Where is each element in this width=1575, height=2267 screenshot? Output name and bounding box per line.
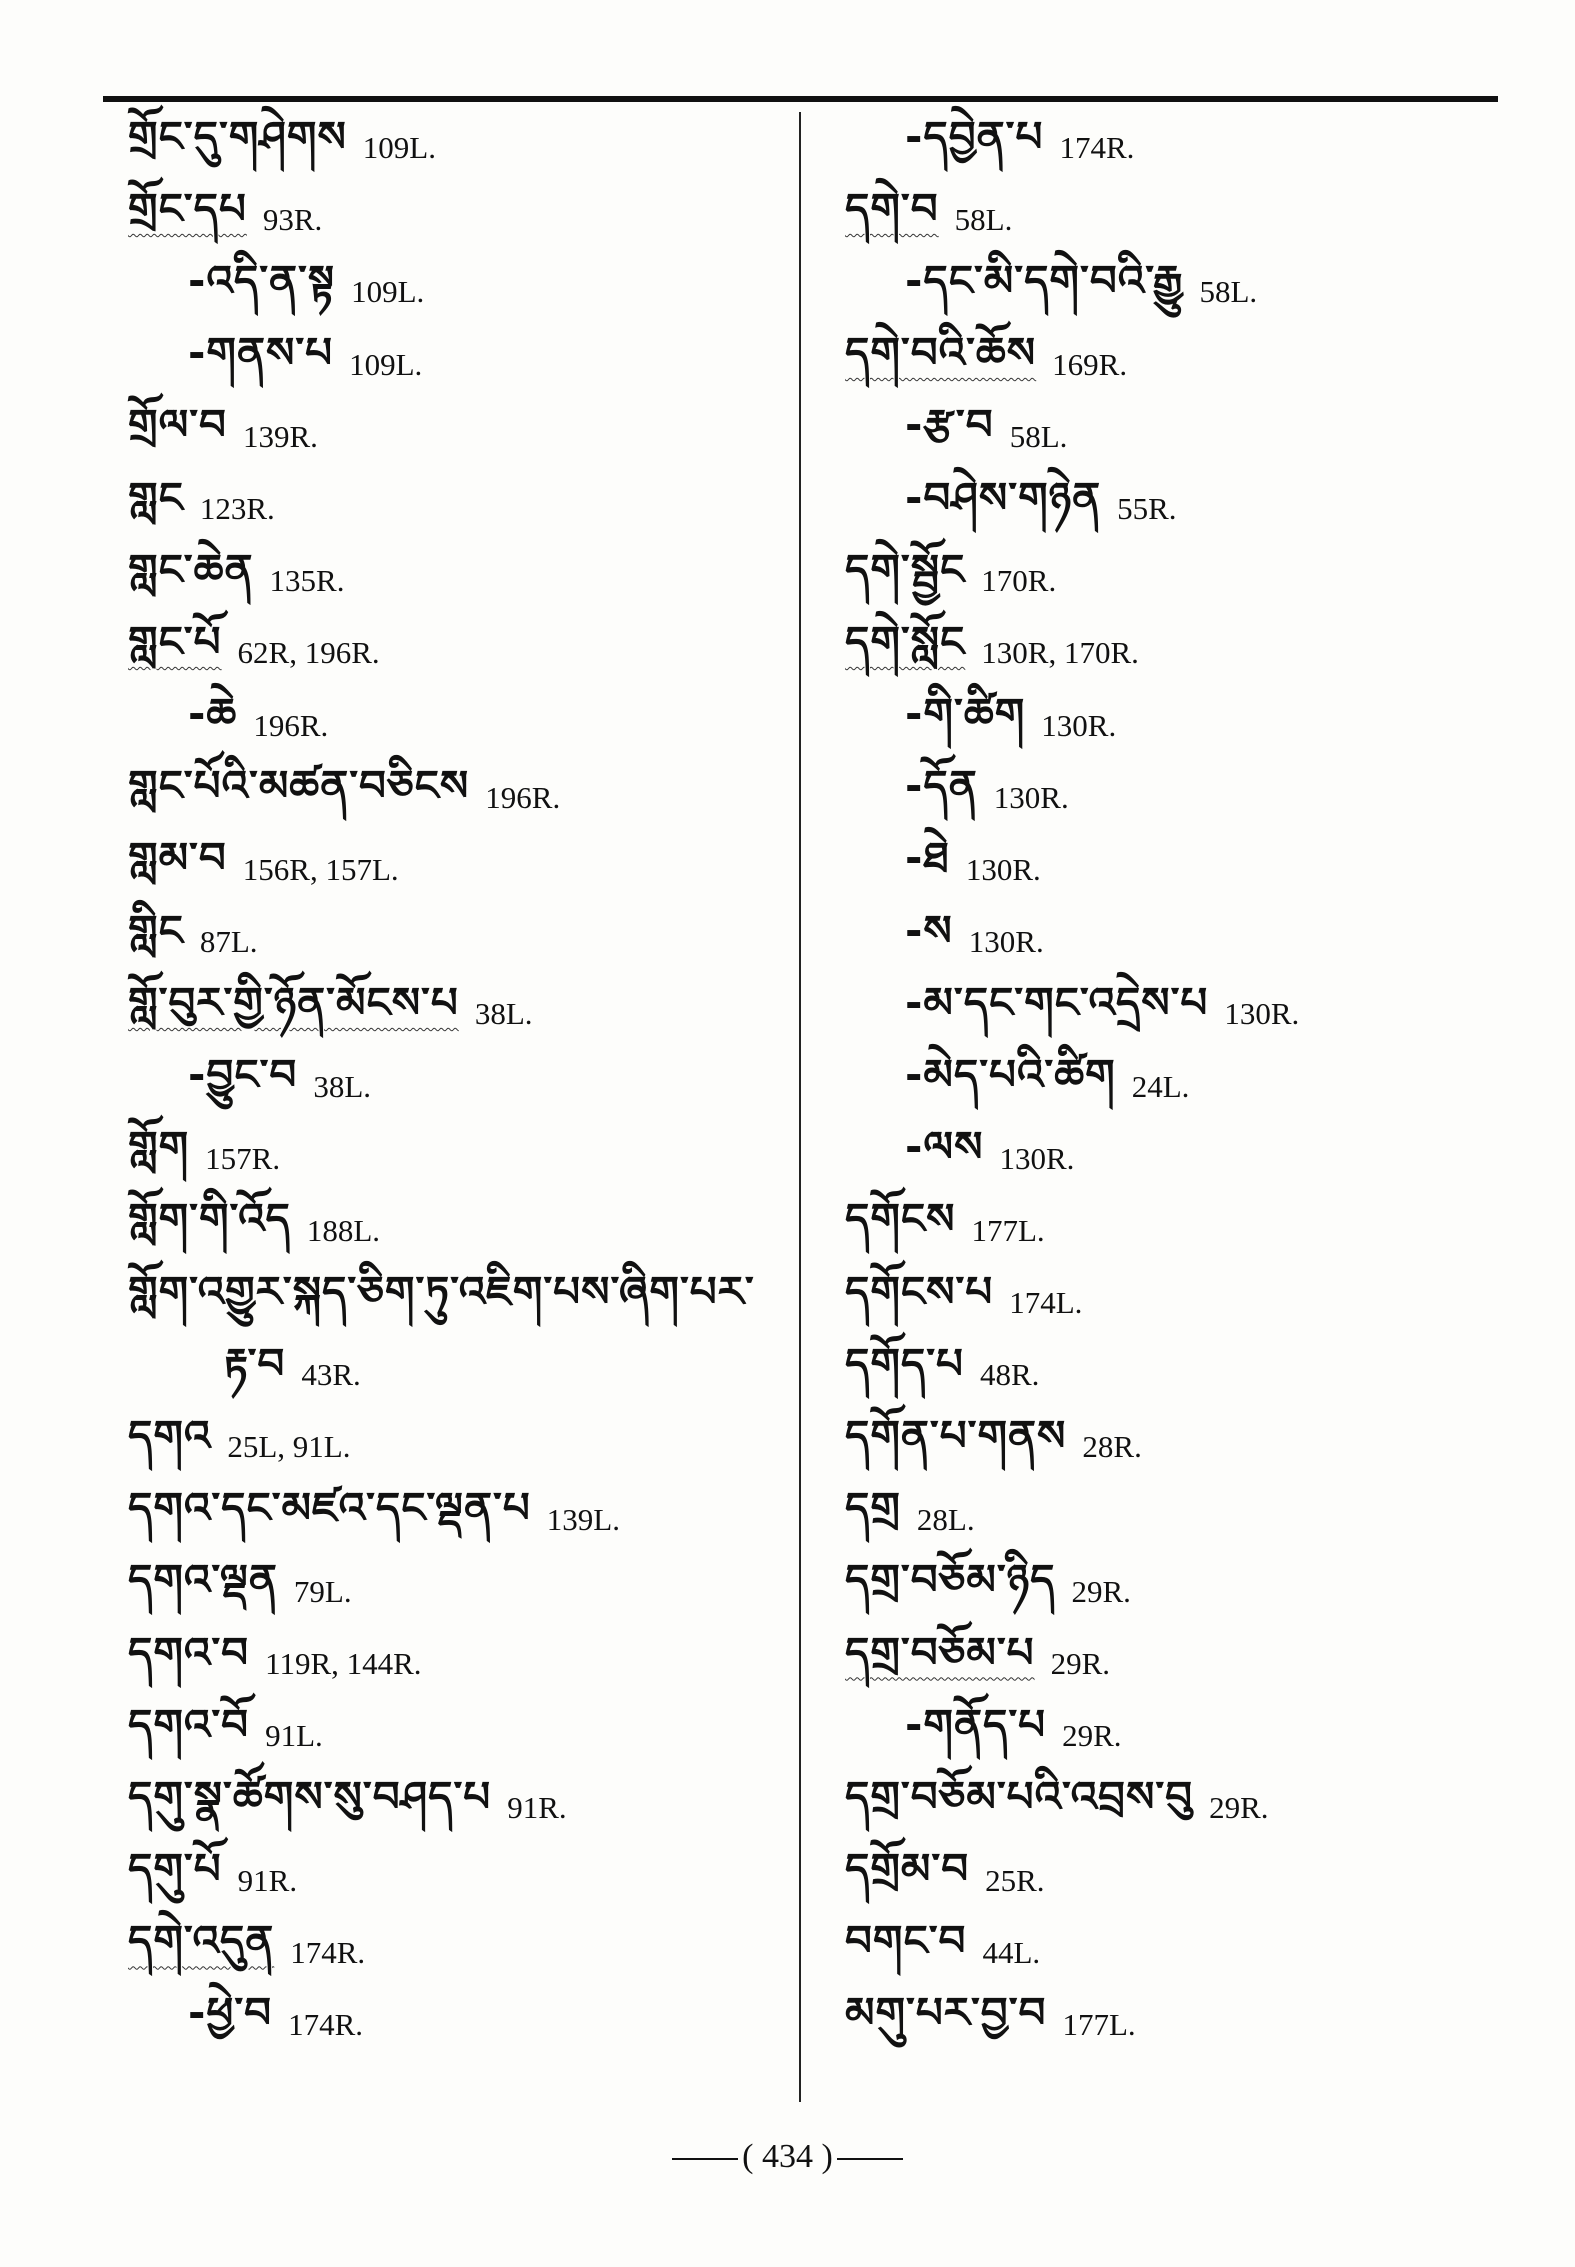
entry-page-ref: 58L. [1199, 274, 1258, 310]
entry-term: གླིང [128, 905, 184, 955]
entry-term: དགོད་པ [845, 1338, 964, 1388]
entry-term: གླང་པོའི་མཚན་བཅིངས [128, 761, 470, 811]
entry-term: -ཆེ [188, 689, 238, 739]
entry-page-ref: 93R. [262, 202, 323, 238]
entry-term: དགྲ་བཅོམ་པའི་འབྲས་བུ [845, 1771, 1194, 1821]
entry-term: གླང་ཆེན [128, 544, 254, 594]
entry-term: -བྱུང་བ [188, 1050, 298, 1100]
entry-page-ref: 130R. [999, 1140, 1075, 1176]
entry-term: གླང [128, 472, 184, 522]
entry-page-ref: 109L. [349, 346, 423, 382]
entry-page-ref: 188L. [306, 1212, 381, 1248]
column-divider [799, 112, 801, 2102]
index-entry [845, 1989, 1495, 2061]
entry-page-ref: 29R. [1050, 1646, 1111, 1682]
entry-term: དགའ་བ [128, 1627, 250, 1677]
entry-term: -བཤེས་གཉེན [905, 472, 1102, 522]
entry-page-ref: 38L. [313, 1068, 372, 1104]
entry-page-ref: 174R. [290, 1934, 366, 1970]
entry-page-ref: 24L. [1131, 1068, 1190, 1104]
entry-page-ref: 177L. [1062, 2006, 1136, 2042]
entry-term: དགེ་སློང [845, 616, 966, 666]
page-number-value: 434 [762, 2138, 813, 2175]
entry-page-ref: 119R, 144R. [265, 1646, 422, 1682]
entry-page-ref: 174R. [1059, 130, 1135, 166]
index-entry [128, 545, 788, 617]
entry-page-ref: 139L. [546, 1501, 620, 1537]
entry-term: དགའ [128, 1410, 212, 1460]
entry-term: -གནས་པ [188, 328, 334, 378]
entry-term: དགེ་སྦྱོང [845, 544, 966, 594]
entry-term: གློག་འགྱུར་སྐད་ཅིག་ཏུ་འཇིག་པས་ཞིག་པར་ [128, 1266, 755, 1316]
entry-page-ref: 79L. [293, 1573, 352, 1609]
entry-page-ref: 25R. [985, 1862, 1045, 1898]
entry-term: དགོངས [845, 1194, 956, 1244]
entry-term: དགེ་བ [845, 183, 939, 233]
index-entry [845, 1411, 1495, 1483]
entry-term: -ཐེ [905, 833, 950, 883]
entry-term: དགྲ་བཅོམ་ཉིད [845, 1555, 1056, 1605]
entry-page-ref: 130R. [1041, 707, 1117, 743]
entry-page-ref: 130R, 170R. [981, 635, 1139, 671]
entry-page-ref: 174L. [1009, 1285, 1083, 1321]
entry-page-ref: 55R. [1117, 491, 1177, 527]
entry-term: དགའ་དང་མཛའ་དང་ལྡན་པ [128, 1483, 531, 1533]
entry-term: དགའ་ལྡན [128, 1555, 278, 1605]
entry-page-ref: 58L. [954, 202, 1013, 238]
entry-term: དགའ་བོ [128, 1699, 250, 1749]
entry-term: དགྲ་བཅོམ་པ [845, 1627, 1035, 1677]
entry-term: -མེད་པའི་ཚིག [905, 1050, 1116, 1100]
entry-page-ref: 38L. [474, 996, 533, 1032]
entry-term: དགུ་སྣ་ཚོགས་སུ་བཤད་པ [128, 1771, 492, 1821]
entry-term: -ལས [905, 1122, 984, 1172]
entry-term: གྲོང་དཔ [128, 183, 247, 233]
entry-page-ref: 29R. [1209, 1790, 1269, 1826]
entry-page-ref: 109L. [362, 130, 436, 166]
entry-page-ref: 177L. [971, 1212, 1045, 1248]
page-number-right-dash [837, 2158, 903, 2160]
entry-term: གྲོང་དུ་གཤེགས [128, 111, 347, 161]
entry-term: -གནོད་པ [905, 1699, 1047, 1749]
entry-page-ref: 91R. [237, 1862, 298, 1898]
entry-page-ref: 174R. [288, 2006, 364, 2042]
entry-term: -རྩ་བ [905, 400, 994, 450]
entry-term: -ས [905, 905, 953, 955]
page-number: ( 434 ) [0, 2138, 1575, 2176]
entry-page-ref: 28R. [1082, 1429, 1142, 1465]
entry-term: མགུ་པར་བྱ་བ [845, 1988, 1047, 2038]
entry-page-ref: 25L, 91L. [227, 1429, 351, 1465]
entry-page-ref: 130R. [993, 779, 1069, 815]
index-entry [845, 112, 1495, 184]
entry-page-ref: 44L. [982, 1934, 1041, 1970]
entry-term: བགང་བ [845, 1916, 967, 1966]
entry-page-ref: 196R. [485, 779, 561, 815]
entry-term: དགྲོམ་བ [845, 1844, 970, 1894]
entry-page-ref: 123R. [199, 491, 275, 527]
entry-term: -མ་དང་གང་འདྲེས་པ [905, 977, 1209, 1027]
entry-page-ref: 58L. [1009, 418, 1068, 454]
entry-term: དགྲ [845, 1483, 901, 1533]
entry-page-ref: 28L. [916, 1501, 975, 1537]
entry-term: དགེ་བའི་ཆོས [845, 328, 1037, 378]
index-entry [128, 1772, 788, 1844]
entry-term: -འདི་ན་སྟ [188, 255, 336, 305]
entry-page-ref: 170R. [981, 563, 1057, 599]
entry-page-ref: 48R. [979, 1357, 1040, 1393]
index-entry [128, 329, 788, 401]
entry-term: གློ་བུར་གྱི་ཉོན་མོངས་པ [128, 977, 459, 1027]
entry-page-ref: 130R. [965, 851, 1041, 887]
entry-page-ref: 169R. [1052, 346, 1128, 382]
entry-term: དགུ་པོ [128, 1844, 222, 1894]
entry-term: གླང་པོ [128, 616, 222, 666]
entry-term: དགོན་པ་གནས [845, 1410, 1067, 1460]
entry-term: དགེ་འདུན [128, 1916, 275, 1966]
entry-page-ref: 196R. [253, 707, 329, 743]
entry-page-ref: 29R. [1071, 1573, 1131, 1609]
entry-term: གྲོལ་བ [128, 400, 227, 450]
entry-page-ref: 109L. [351, 274, 425, 310]
entry-term: གླམ་བ [128, 833, 227, 883]
page-number-left-dash [672, 2158, 738, 2160]
entry-page-ref: 130R. [1224, 996, 1300, 1032]
entry-term: རྟ་བ [224, 1338, 286, 1388]
entry-term: གློག [128, 1122, 190, 1172]
index-entry [128, 762, 788, 834]
entry-page-ref: 130R. [968, 924, 1044, 960]
entry-term: -གི་ཚིག [905, 689, 1026, 739]
entry-page-ref: 43R. [301, 1357, 361, 1393]
left-column [128, 112, 788, 2061]
entry-term: -དོན [905, 761, 978, 811]
entry-page-ref: 62R, 196R. [237, 635, 380, 671]
entry-page-ref: 157R. [205, 1140, 281, 1176]
entry-term: གློག་གི་འོད [128, 1194, 291, 1244]
entry-page-ref: 29R. [1062, 1718, 1122, 1754]
entry-term: དགོངས་པ [845, 1266, 994, 1316]
right-column [845, 112, 1495, 2061]
index-entry [128, 1989, 788, 2061]
entry-term: -ཕྱེ་བ [188, 1988, 273, 2038]
entry-term: -དབྱེན་པ [905, 111, 1044, 161]
entry-page-ref: 91R. [507, 1790, 567, 1826]
entry-page-ref: 91L. [265, 1718, 323, 1754]
entry-page-ref: 87L. [199, 924, 258, 960]
entry-page-ref: 139R. [242, 418, 318, 454]
entry-term: -དང་མི་དགེ་བའི་རྒྱུ [905, 255, 1184, 305]
entry-page-ref: 135R. [269, 563, 345, 599]
entry-page-ref: 156R, 157L. [242, 851, 399, 887]
